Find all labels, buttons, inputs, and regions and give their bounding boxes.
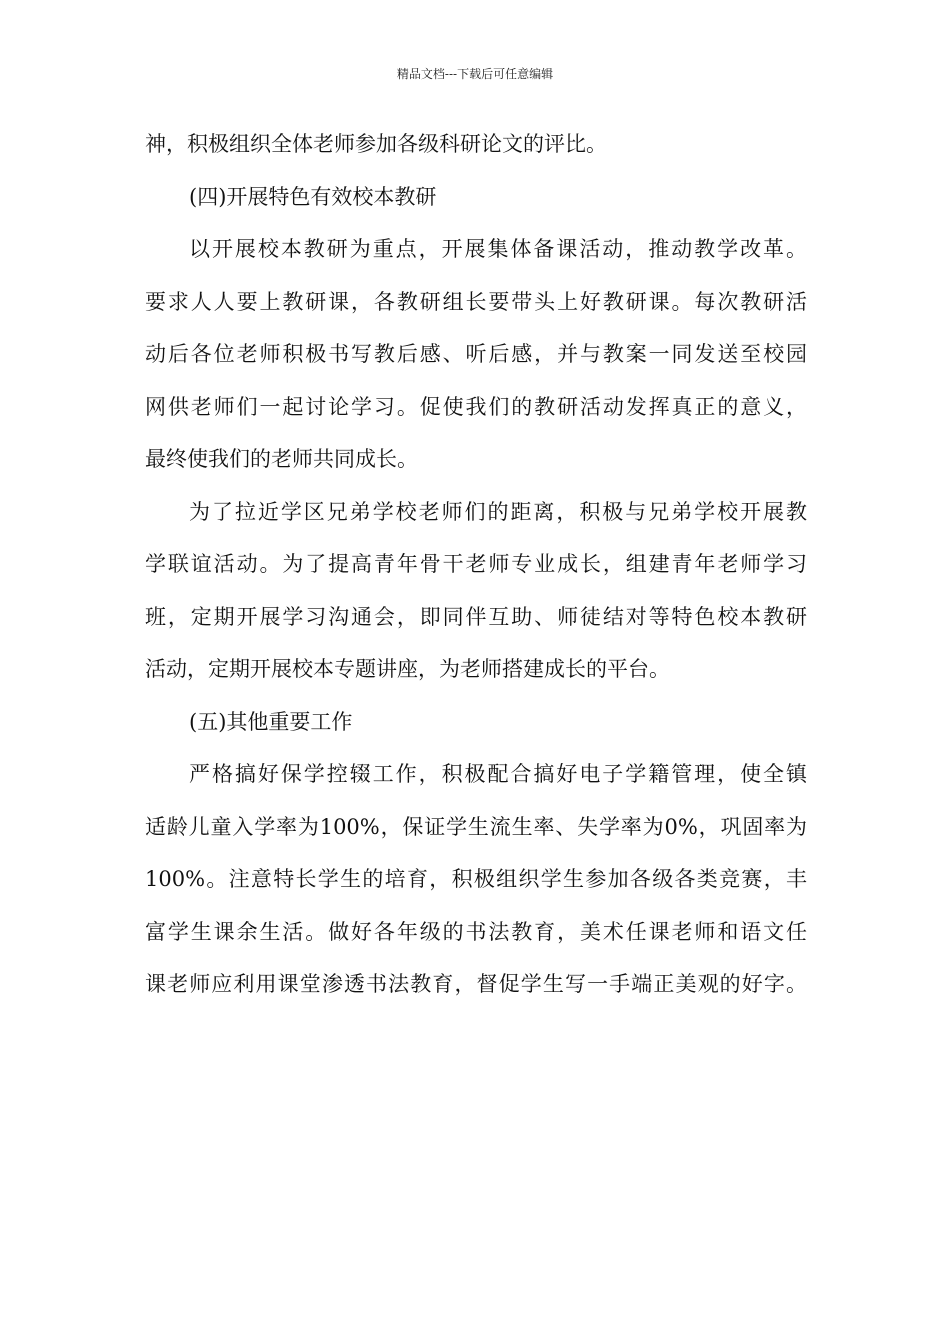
paragraph-line: 富学生课余生活。做好各年级的书法教育，美术任课老师和语文任 [145, 919, 807, 944]
paragraph-line: 100%。注意特长学生的培育，积极组织学生参加各级各类竞赛，丰 [145, 867, 807, 891]
paragraph-line: 神，积极组织全体老师参加各级科研论文的评比。 [145, 132, 607, 156]
document-body [145, 131, 807, 1024]
paragraph-line: 为了拉近学区兄弟学校老师们的距离，积极与兄弟学校开展教 [189, 499, 807, 524]
paragraph-line: 严格搞好保学控辍工作，积极配合搞好电子学籍管理，使全镇 [189, 762, 807, 786]
paragraph-line: 活动，定期开展校本专题讲座，为老师搭建成长的平台。 [145, 657, 670, 681]
section-heading: (四)开展特色有效校本教研 [189, 184, 437, 209]
paragraph-line: 网供老师们一起讨论学习。促使我们的教研活动发挥真正的意义， [145, 394, 807, 419]
paragraph-line: 课老师应利用课堂渗透书法教育，督促学生写一手端正美观的好字。 [145, 972, 807, 996]
paragraph-line: 以开展校本教研为重点，开展集体备课活动，推动教学改革。 [189, 237, 807, 261]
paragraph-line: 班，定期开展学习沟通会，即同伴互助、师徒结对等特色校本教研 [145, 604, 807, 629]
paragraph-line: 动后各位老师积极书写教后感、听后感，并与教案一同发送至校园 [145, 342, 807, 366]
paragraph-line: 学联谊活动。为了提高青年骨干老师专业成长，组建青年老师学习 [145, 552, 807, 576]
section-heading: (五)其他重要工作 [189, 709, 353, 734]
paragraph-line: 要求人人要上教研课，各教研组长要带头上好教研课。每次教研活 [145, 289, 807, 314]
page-header: 精品文档---下载后可任意编辑 [396, 67, 554, 81]
paragraph-line: 适龄儿童入学率为100%，保证学生流生率、失学率为0%，巩固率为 [145, 814, 807, 839]
paragraph-line: 最终使我们的老师共同成长。 [145, 447, 418, 471]
